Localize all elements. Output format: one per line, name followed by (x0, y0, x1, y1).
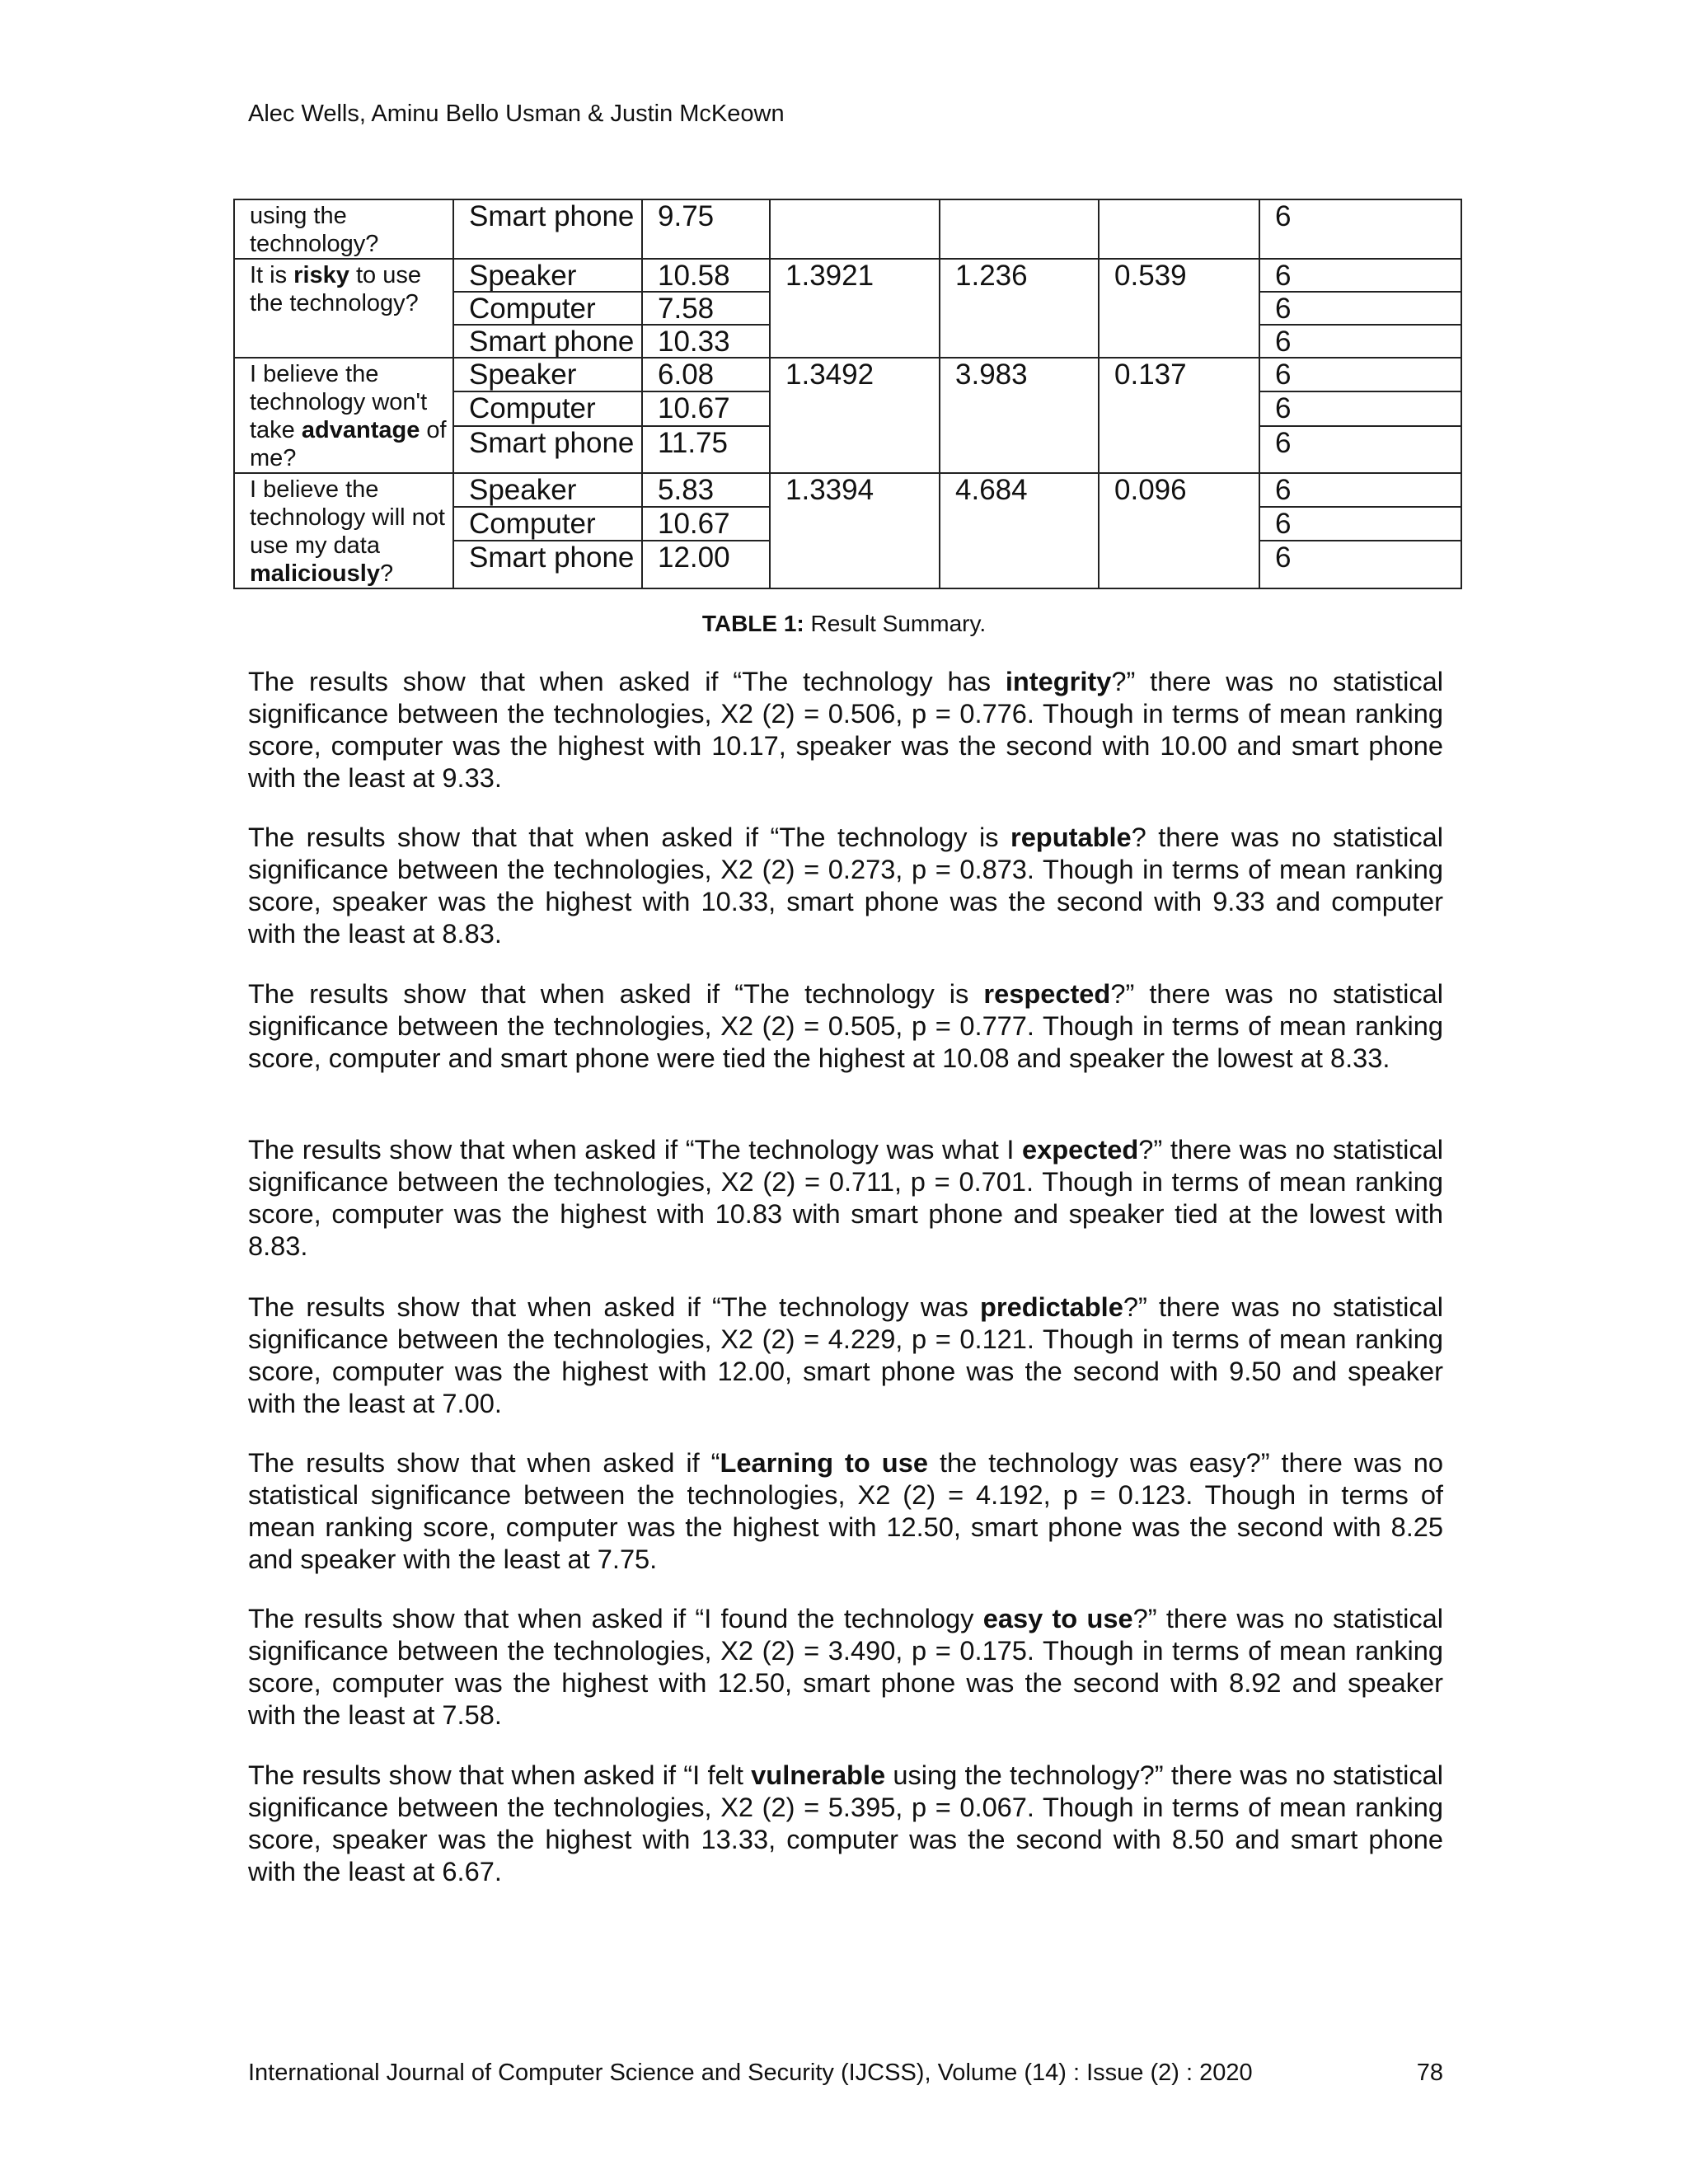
question-cell (234, 473, 453, 588)
device-cell: Speaker (453, 473, 642, 507)
paragraph-text-end: ?” there was no statistical significance between the technologies, X2 (2) = 3.490, p = 0.175. Though in terms of mean ranking score, computer was the highest with 12.50, smart phone was the second with 8.92 and speaker with the least at 7.58. (248, 1603, 1443, 1730)
mean-rank-cell: 10.67 (642, 391, 770, 425)
mean-rank-cell: 12.00 (642, 541, 770, 588)
table-caption (0, 610, 1688, 638)
device-cell: Speaker (453, 259, 642, 292)
paragraph-text-end: ?” there was no statistical significance between the technologies, X2 (2) = 0.505, p = 0.777. Though in terms of mean ranking score, computer and smart phone were tied the highest at 10.08 and speaker the lowest at 8.33. (248, 978, 1443, 1073)
mean-rank-cell: 10.33 (642, 325, 770, 358)
statistic-cell-3: 0.137 (1099, 358, 1259, 473)
device-cell: Computer (453, 507, 642, 541)
statistic-cell-1 (770, 199, 940, 259)
count-cell: 6 (1259, 507, 1461, 541)
question-cell (234, 259, 453, 358)
result-paragraph (248, 1291, 1443, 1419)
table-row (234, 259, 1461, 292)
count-cell: 6 (1259, 292, 1461, 325)
statistic-cell-2 (940, 199, 1099, 259)
question-text: I believe the technology will not use my data (250, 476, 445, 559)
mean-rank-cell: 11.75 (642, 426, 770, 473)
page-number: 78 (1416, 2060, 1443, 2086)
device-cell: Computer (453, 391, 642, 425)
device-cell: Computer (453, 292, 642, 325)
result-paragraph (248, 1759, 1443, 1887)
device-cell: Smart phone (453, 426, 642, 473)
count-cell: 6 (1259, 426, 1461, 473)
mean-rank-cell: 5.83 (642, 473, 770, 507)
count-cell: 6 (1259, 199, 1461, 259)
statistic-cell-3 (1099, 199, 1259, 259)
paragraph-text: The results show that when asked if “The technology was (248, 1291, 981, 1322)
paragraph-text: The results show that when asked if “The technology has (248, 666, 1006, 696)
paragraph-text: The results show that when asked if “ (248, 1447, 720, 1478)
paragraph-text: The results show that that when asked if “The technology is (248, 822, 1011, 852)
device-cell: Speaker (453, 358, 642, 391)
count-cell: 6 (1259, 259, 1461, 292)
statistic-cell-2: 4.684 (940, 473, 1099, 588)
result-paragraph (248, 977, 1443, 1074)
result-paragraph (248, 1133, 1443, 1262)
question-text-end: ? (379, 560, 394, 587)
mean-rank-cell: 7.58 (642, 292, 770, 325)
device-cell: Smart phone (453, 541, 642, 588)
question-cell (234, 199, 453, 259)
paragraph-text-end: ? there was no statistical significance between the technologies, X2 (2) = 0.273, p = 0.873. Though in terms of mean ranking score, speaker was the highest with 10.33, smart phone was the second with 9.33 and computer with the least at 8.83. (248, 822, 1443, 949)
result-paragraph (248, 1602, 1443, 1731)
statistic-cell-1: 1.3921 (770, 259, 940, 358)
table-caption-text: Result Summary. (804, 611, 987, 636)
statistic-cell-3: 0.539 (1099, 259, 1259, 358)
paragraph-text: The results show that when asked if “I found the technology (248, 1603, 983, 1633)
table-row (234, 358, 1461, 391)
paragraph-text: The results show that when asked if “I felt (248, 1760, 752, 1790)
count-cell: 6 (1259, 325, 1461, 358)
statistic-cell-3: 0.096 (1099, 473, 1259, 588)
paragraph-text: The results show that when asked if “The technology is (248, 978, 984, 1009)
paragraph-text: The results show that when asked if “The technology was what I (248, 1134, 1023, 1165)
footer-journal: International Journal of Computer Science and Security (IJCSS), Volume (14) : Issue (2) : 2020 (248, 2060, 1253, 2086)
paragraph-text-end: ?” there was no statistical significance between the technologies, X2 (2) = 4.229, p = 0.121. Though in terms of mean ranking score, computer was the highest with 12.00, smart phone was the second with 9.50 and speaker with the least at 7.00. (248, 1291, 1443, 1418)
mean-rank-cell: 10.58 (642, 259, 770, 292)
question-text: It is (250, 262, 294, 288)
result-paragraph (248, 665, 1443, 794)
paragraph-keyword: reputable (1010, 822, 1132, 852)
table-row (234, 473, 1461, 507)
question-text: I believe the technology won't take (250, 361, 428, 443)
result-paragraph (248, 1446, 1443, 1575)
question-keyword: risky (293, 262, 349, 288)
table-row (234, 199, 1461, 259)
paragraph-keyword: integrity (1005, 666, 1112, 696)
question-text-end: of me? (250, 417, 447, 471)
mean-rank-cell: 6.08 (642, 358, 770, 391)
question-keyword: advantage (301, 417, 420, 443)
statistic-cell-1: 1.3394 (770, 473, 940, 588)
result-summary-table (233, 199, 1462, 589)
device-cell: Smart phone (453, 199, 642, 259)
mean-rank-cell: 10.67 (642, 507, 770, 541)
question-text: using the technology? (250, 203, 379, 257)
mean-rank-cell: 9.75 (642, 199, 770, 259)
device-cell: Smart phone (453, 325, 642, 358)
question-cell (234, 358, 453, 473)
statistic-cell-2: 1.236 (940, 259, 1099, 358)
paragraph-text-end: the technology was easy?” there was no statistical significance between the technologies, X2 (2) = 4.192, p = 0.123. Though in terms of mean ranking score, computer was the highest with 12.50, smart phone was the second with 8.25 and speaker with the least at 7.75. (248, 1447, 1443, 1574)
paragraph-keyword: Learning to use (720, 1447, 928, 1478)
count-cell: 6 (1259, 358, 1461, 391)
paragraph-keyword: predictable (980, 1291, 1123, 1322)
page-footer (248, 2058, 1443, 2088)
paragraph-text-end: ?” there was no statistical significance between the technologies, X2 (2) = 0.506, p = 0.776. Though in terms of mean ranking score, computer was the highest with 10.17, speaker was the second with 10.00 and smart phone with the least at 9.33. (248, 666, 1443, 793)
count-cell: 6 (1259, 473, 1461, 507)
table-caption-label: TABLE 1: (701, 611, 804, 636)
question-keyword: maliciously (250, 560, 380, 587)
count-cell: 6 (1259, 541, 1461, 588)
statistic-cell-1: 1.3492 (770, 358, 940, 473)
paragraph-text-end: using the technology?” there was no statistical significance between the technologies, X2 (2) = 5.395, p = 0.067. Though in terms of mean ranking score, speaker was the highest with 13.33, computer was the second with 8.50 and smart phone with the least at 6.67. (248, 1760, 1443, 1886)
paragraph-keyword: vulnerable (751, 1760, 886, 1790)
paragraph-keyword: easy to use (982, 1603, 1133, 1633)
count-cell: 6 (1259, 391, 1461, 425)
statistic-cell-2: 3.983 (940, 358, 1099, 473)
paragraph-keyword: respected (983, 978, 1111, 1009)
result-paragraph (248, 821, 1443, 949)
running-head-authors: Alec Wells, Aminu Bello Usman & Justin McKeown (248, 101, 785, 127)
paragraph-text-end: ?” there was no statistical significance between the technologies, X2 (2) = 0.711, p = 0.701. Though in terms of mean ranking score, computer was the highest with 10.83 with smart phone and speaker tied at the lowest with 8.83. (248, 1134, 1443, 1261)
question-text-end: to use the technology? (250, 262, 421, 316)
paragraph-keyword: expected (1022, 1134, 1139, 1165)
